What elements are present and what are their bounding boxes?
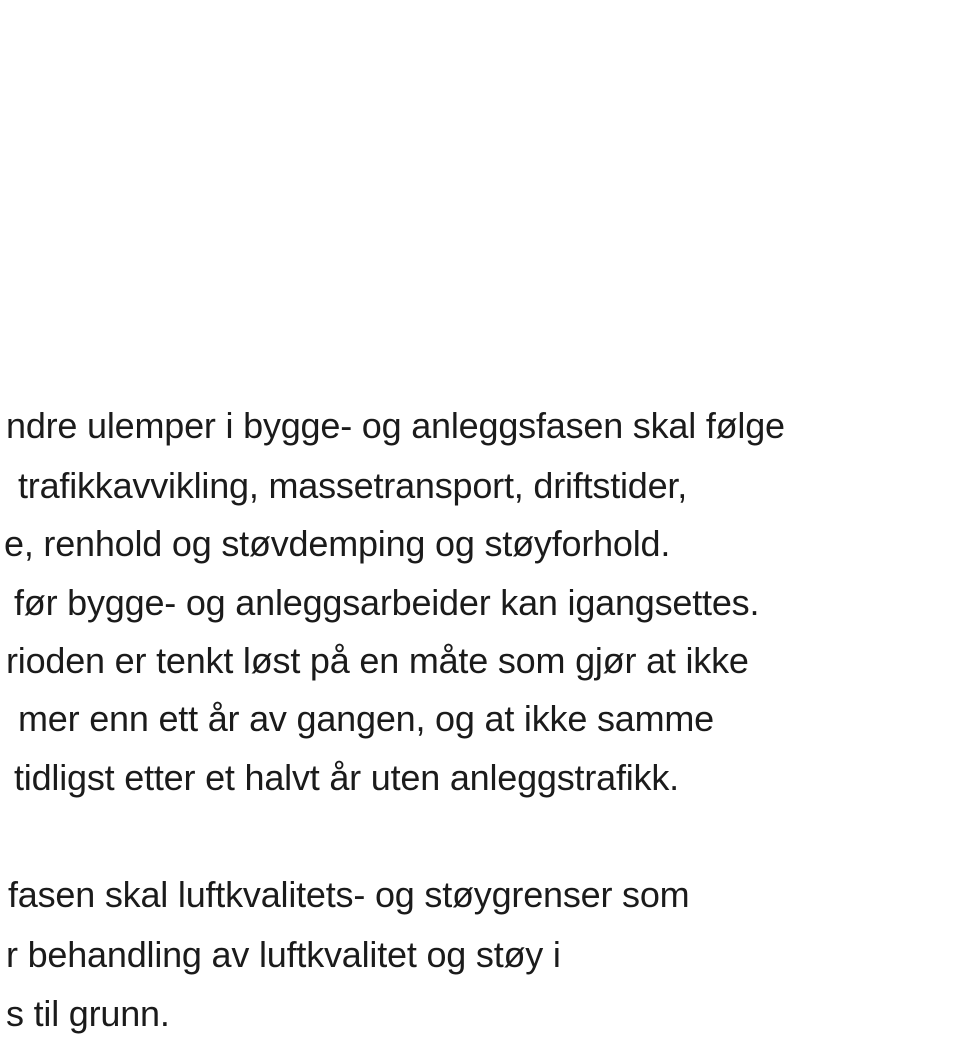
text-line: mer enn ett år av gangen, og at ikke samme [18,698,714,739]
text-line: e, renhold og støvdemping og støyforhold. [4,523,671,564]
text-line: før bygge- og anleggsarbeider kan igangsettes. [14,582,760,623]
text-line: s til grunn. [6,993,170,1034]
text-line: trafikkavvikling, massetransport, driftstider, [18,465,688,506]
text-line: r behandling av luftkvalitet og støy i [6,934,561,975]
text-line: fasen skal luftkvalitets- og støygrenser som [8,874,690,915]
text-line: ndre ulemper i bygge- og anleggsfasen skal følge [6,405,785,446]
text-line: tidligst etter et halvt år uten anleggstrafikk. [14,757,679,798]
text-line: rioden er tenkt løst på en måte som gjør at ikke [6,640,749,681]
